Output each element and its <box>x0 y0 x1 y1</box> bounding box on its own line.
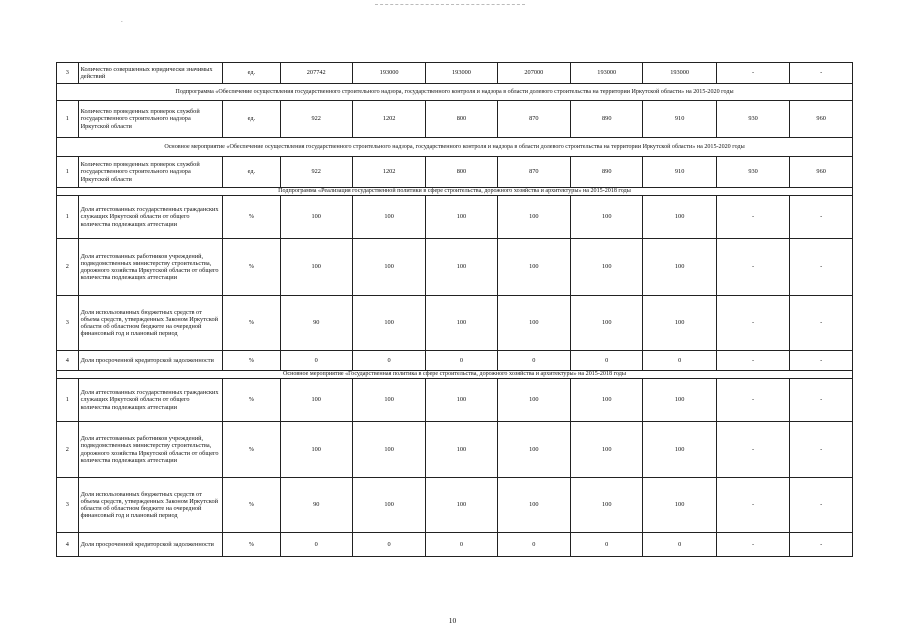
value-cell: 207742 <box>280 63 352 84</box>
value-cell: - <box>790 196 853 239</box>
row-number: 1 <box>57 379 79 422</box>
table-row <box>57 157 853 188</box>
value-cell: 100 <box>352 239 425 296</box>
value-cell: 890 <box>571 157 643 188</box>
table-row <box>57 422 853 478</box>
value-cell: 100 <box>497 422 570 478</box>
value-cell: - <box>790 422 853 478</box>
unit-of-measure: % <box>223 239 280 296</box>
value-cell: 100 <box>352 422 425 478</box>
value-cell: 100 <box>643 296 716 351</box>
value-cell: - <box>790 296 853 351</box>
value-cell: 870 <box>497 157 570 188</box>
value-cell: 193000 <box>426 63 497 84</box>
row-number: 1 <box>57 157 79 188</box>
unit-of-measure: % <box>223 478 280 533</box>
value-cell: 100 <box>497 239 570 296</box>
indicator-name: Количество совершенных юридически значимых действий <box>78 63 223 84</box>
value-cell: 800 <box>426 101 497 138</box>
row-number: 2 <box>57 422 79 478</box>
section-title: Основное мероприятие «Государственная политика в сфере строительства, дорожного хозяйства и архитектуры» на 2015-2018 годы <box>57 371 853 379</box>
value-cell: 100 <box>280 422 352 478</box>
unit-of-measure: ед. <box>223 63 280 84</box>
indicator-name: Доля аттестованных государственных гражданских служащих Иркутской области от общего количества подлежащих аттестации <box>78 196 223 239</box>
unit-of-measure: % <box>223 351 280 371</box>
value-cell: 0 <box>497 351 570 371</box>
value-cell: - <box>716 351 789 371</box>
value-cell: 100 <box>643 422 716 478</box>
value-cell: 100 <box>280 239 352 296</box>
value-cell: - <box>716 239 789 296</box>
indicator-name: Доля использованных бюджетных средств от объема средств, утвержденных Законом Иркутской области об областном бюджете на очередной финансовый год и плановый период <box>78 296 223 351</box>
table-row <box>57 478 853 533</box>
unit-of-measure: % <box>223 296 280 351</box>
unit-of-measure: ед. <box>223 101 280 138</box>
table-row <box>57 296 853 351</box>
value-cell: - <box>716 478 789 533</box>
indicator-name: Доля использованных бюджетных средств от объема средств, утвержденных Законом Иркутской области об областном бюджете на очередной финансовый год и плановый период <box>78 478 223 533</box>
indicator-name: Доля аттестованных работников учреждений, подведомственных министерству строительства, дорожного хозяйства Иркутской области от общего количества подлежащих аттестации <box>78 422 223 478</box>
scan-speck: . <box>121 16 123 24</box>
value-cell: 930 <box>716 101 789 138</box>
value-cell: 100 <box>497 478 570 533</box>
value-cell: 0 <box>426 533 497 557</box>
value-cell: 100 <box>643 239 716 296</box>
unit-of-measure: % <box>223 196 280 239</box>
value-cell: 922 <box>280 157 352 188</box>
value-cell: 100 <box>352 379 425 422</box>
row-number: 3 <box>57 296 79 351</box>
value-cell: 910 <box>643 157 716 188</box>
indicators-table <box>56 62 853 557</box>
value-cell: 90 <box>280 478 352 533</box>
value-cell: - <box>790 239 853 296</box>
value-cell: 193000 <box>571 63 643 84</box>
value-cell: 100 <box>571 422 643 478</box>
value-cell: 0 <box>280 351 352 371</box>
table-row <box>57 196 853 239</box>
value-cell: 207000 <box>497 63 570 84</box>
value-cell: 960 <box>790 101 853 138</box>
value-cell: - <box>716 422 789 478</box>
value-cell: 910 <box>643 101 716 138</box>
section-header-row <box>57 84 853 101</box>
value-cell: 100 <box>426 296 497 351</box>
value-cell: 100 <box>497 379 570 422</box>
value-cell: 800 <box>426 157 497 188</box>
value-cell: - <box>790 533 853 557</box>
value-cell: 100 <box>497 296 570 351</box>
table-row <box>57 239 853 296</box>
value-cell: 100 <box>571 379 643 422</box>
value-cell: 100 <box>571 196 643 239</box>
value-cell: 100 <box>426 239 497 296</box>
value-cell: 100 <box>426 422 497 478</box>
section-header-row <box>57 371 853 379</box>
row-number: 4 <box>57 533 79 557</box>
row-number: 4 <box>57 351 79 371</box>
value-cell: 100 <box>571 478 643 533</box>
value-cell: - <box>790 63 853 84</box>
value-cell: 922 <box>280 101 352 138</box>
table-row <box>57 101 853 138</box>
value-cell: - <box>716 296 789 351</box>
section-title: Основное мероприятие «Обеспечение осуществления государственного строительного надзора, государственного контроля и надзора в области долевого строительства на территории Иркутской области» на 2015-2020 годы <box>57 138 853 157</box>
value-cell: 890 <box>571 101 643 138</box>
value-cell: 193000 <box>643 63 716 84</box>
unit-of-measure: % <box>223 533 280 557</box>
unit-of-measure: % <box>223 379 280 422</box>
value-cell: 100 <box>352 196 425 239</box>
value-cell: 1202 <box>352 101 425 138</box>
value-cell: 100 <box>352 478 425 533</box>
top-rule <box>375 4 525 5</box>
value-cell: 0 <box>280 533 352 557</box>
value-cell: 1202 <box>352 157 425 188</box>
value-cell: 0 <box>643 351 716 371</box>
value-cell: 100 <box>426 379 497 422</box>
value-cell: 100 <box>497 196 570 239</box>
value-cell: 0 <box>497 533 570 557</box>
value-cell: 0 <box>352 533 425 557</box>
value-cell: - <box>790 351 853 371</box>
indicator-name: Количество проведенных проверок службой государственного строительного надзора Иркутской области <box>78 101 223 138</box>
page-number: 10 <box>448 616 457 625</box>
value-cell: - <box>790 379 853 422</box>
row-number: 3 <box>57 478 79 533</box>
value-cell: - <box>790 478 853 533</box>
indicator-name: Доля аттестованных работников учреждений, подведомственных министерству строительства, дорожного хозяйства Иркутской области от общего количества подлежащих аттестации <box>78 239 223 296</box>
section-title: Подпрограмма «Обеспечение осуществления государственного строительного надзора, государственного контроля и надзора в области долевого строительства на территории Иркутской области» на 2015-2020 годы <box>57 84 853 101</box>
indicator-name: Доля аттестованных государственных гражданских служащих Иркутской области от общего количества подлежащих аттестации <box>78 379 223 422</box>
unit-of-measure: ед. <box>223 157 280 188</box>
value-cell: 100 <box>643 379 716 422</box>
indicator-name: Количество проведенных проверок службой государственного строительного надзора Иркутской области <box>78 157 223 188</box>
value-cell: 193000 <box>352 63 425 84</box>
value-cell: 100 <box>352 296 425 351</box>
value-cell: 0 <box>571 351 643 371</box>
row-number: 1 <box>57 101 79 138</box>
value-cell: 960 <box>790 157 853 188</box>
section-header-row <box>57 188 853 196</box>
value-cell: 100 <box>280 196 352 239</box>
table-row <box>57 351 853 371</box>
section-header-row <box>57 138 853 157</box>
row-number: 3 <box>57 63 79 84</box>
value-cell: - <box>716 196 789 239</box>
table-row <box>57 379 853 422</box>
indicator-name: Доля просроченной кредиторской задолженности <box>78 351 223 371</box>
value-cell: 0 <box>643 533 716 557</box>
section-title: Подпрограмма «Реализация государственной политики в сфере строительства, дорожного хозяйства и архитектуры» на 2015-2018 годы <box>57 188 853 196</box>
value-cell: - <box>716 379 789 422</box>
table-row <box>57 533 853 557</box>
value-cell: 100 <box>643 478 716 533</box>
table-body <box>57 63 853 557</box>
value-cell: 100 <box>571 239 643 296</box>
value-cell: 100 <box>643 196 716 239</box>
row-number: 2 <box>57 239 79 296</box>
unit-of-measure: % <box>223 422 280 478</box>
value-cell: - <box>716 533 789 557</box>
value-cell: 870 <box>497 101 570 138</box>
value-cell: 100 <box>571 296 643 351</box>
value-cell: 90 <box>280 296 352 351</box>
row-number: 1 <box>57 196 79 239</box>
value-cell: 0 <box>426 351 497 371</box>
value-cell: 100 <box>426 196 497 239</box>
indicator-name: Доля просроченной кредиторской задолженности <box>78 533 223 557</box>
value-cell: - <box>716 63 789 84</box>
value-cell: 930 <box>716 157 789 188</box>
table-row <box>57 63 853 84</box>
value-cell: 0 <box>571 533 643 557</box>
value-cell: 100 <box>426 478 497 533</box>
value-cell: 0 <box>352 351 425 371</box>
value-cell: 100 <box>280 379 352 422</box>
